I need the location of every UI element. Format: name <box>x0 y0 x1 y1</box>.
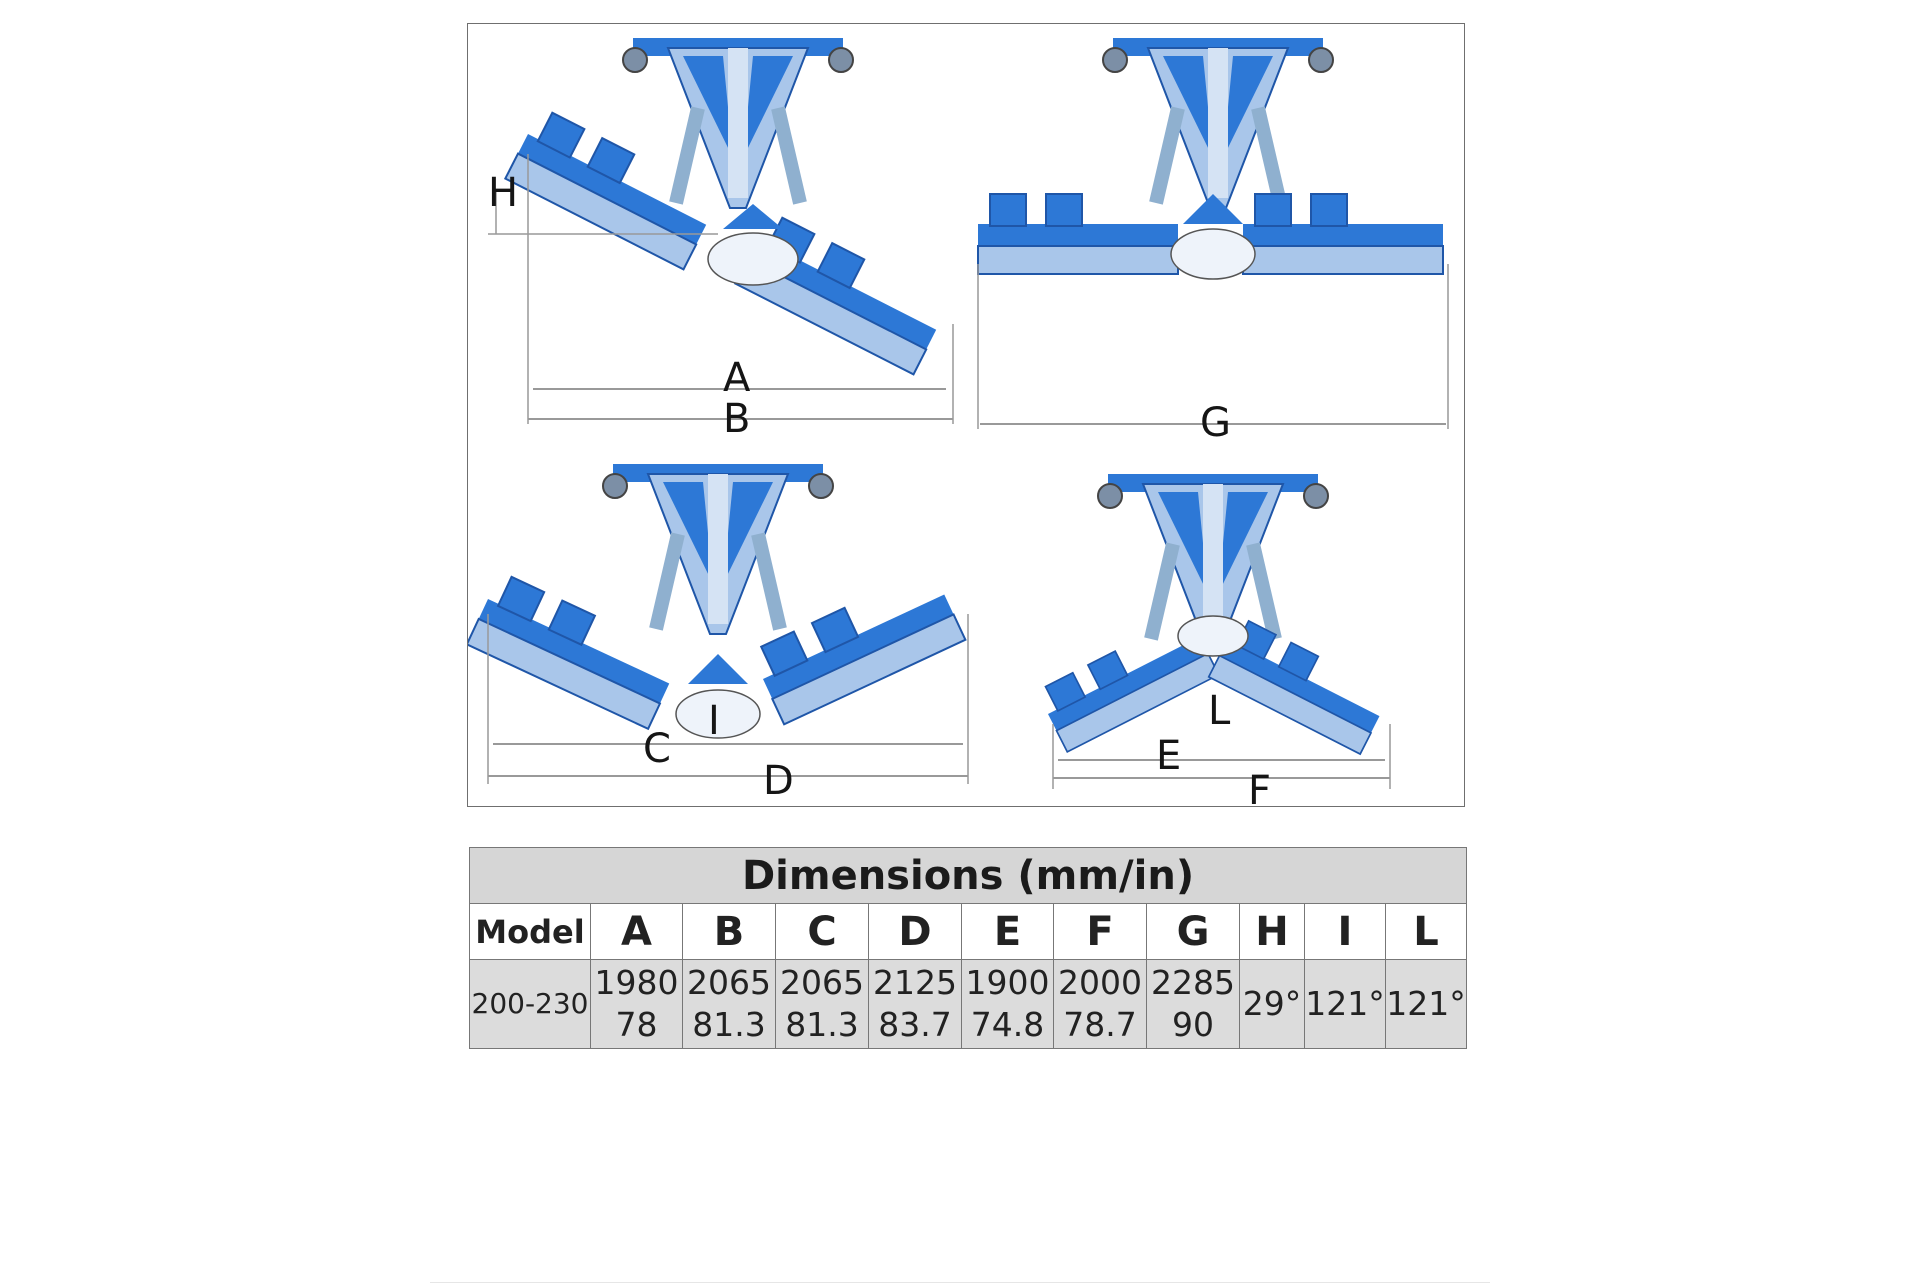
cell-c <box>776 960 869 1049</box>
plow-straight-view <box>978 38 1448 429</box>
cell-f <box>1054 960 1147 1049</box>
cell-b <box>683 960 776 1049</box>
cell-c-mm: 2065 <box>780 963 864 1002</box>
col-header-model: Model <box>470 904 591 960</box>
cell-a-in: 78 <box>615 1005 658 1044</box>
col-header-l: L <box>1386 904 1467 960</box>
col-header-e: E <box>962 904 1054 960</box>
cell-g <box>1147 960 1240 1049</box>
cell-d-in: 83.7 <box>878 1005 952 1044</box>
col-header-c: C <box>776 904 869 960</box>
cell-c-in: 81.3 <box>785 1005 859 1044</box>
col-header-a: A <box>591 904 683 960</box>
table-title: Dimensions (mm/in) <box>470 848 1467 904</box>
table-header-row <box>470 904 1467 960</box>
cell-e <box>962 960 1054 1049</box>
dim-label-b: B <box>723 396 751 442</box>
col-header-f: F <box>1054 904 1147 960</box>
cell-a-mm: 1980 <box>594 963 679 1002</box>
cell-h: 29° <box>1240 960 1305 1049</box>
cell-i: 121° <box>1305 960 1386 1049</box>
cell-f-mm: 2000 <box>1058 963 1142 1002</box>
dim-label-a: A <box>723 355 751 401</box>
cell-e-in: 74.8 <box>970 1005 1045 1044</box>
dim-label-e: E <box>1156 733 1182 779</box>
col-header-b: B <box>683 904 776 960</box>
cell-f-in: 78.7 <box>1063 1005 1137 1044</box>
cell-b-in: 81.3 <box>692 1005 766 1044</box>
cell-a <box>591 960 683 1049</box>
col-header-h: H <box>1240 904 1305 960</box>
cell-g-mm: 2285 <box>1151 963 1235 1002</box>
dim-label-i: I <box>708 698 720 744</box>
dim-label-l: L <box>1208 688 1231 734</box>
dim-label-c: C <box>643 726 671 772</box>
cell-b-mm: 2065 <box>687 963 771 1002</box>
cell-e-mm: 1900 <box>965 963 1050 1002</box>
dim-label-g: G <box>1200 400 1231 446</box>
col-header-d: D <box>869 904 962 960</box>
cell-l: 121° <box>1386 960 1467 1049</box>
dim-label-h: H <box>488 170 519 216</box>
col-header-g: G <box>1147 904 1240 960</box>
dimensions-table <box>469 847 1467 1049</box>
cell-d <box>869 960 962 1049</box>
plow-angled-view <box>488 38 953 424</box>
col-header-i: I <box>1305 904 1386 960</box>
cell-g-in: 90 <box>1172 1005 1214 1044</box>
plow-scoop-view <box>1036 474 1391 789</box>
dim-label-f: F <box>1248 768 1272 808</box>
cell-model: 200-230 <box>470 960 591 1049</box>
plow-dimension-figure <box>467 23 1465 807</box>
plow-diagram <box>468 24 1465 807</box>
cell-d-mm: 2125 <box>873 963 957 1002</box>
table-row <box>470 960 1467 1049</box>
dim-label-d: D <box>763 758 794 804</box>
